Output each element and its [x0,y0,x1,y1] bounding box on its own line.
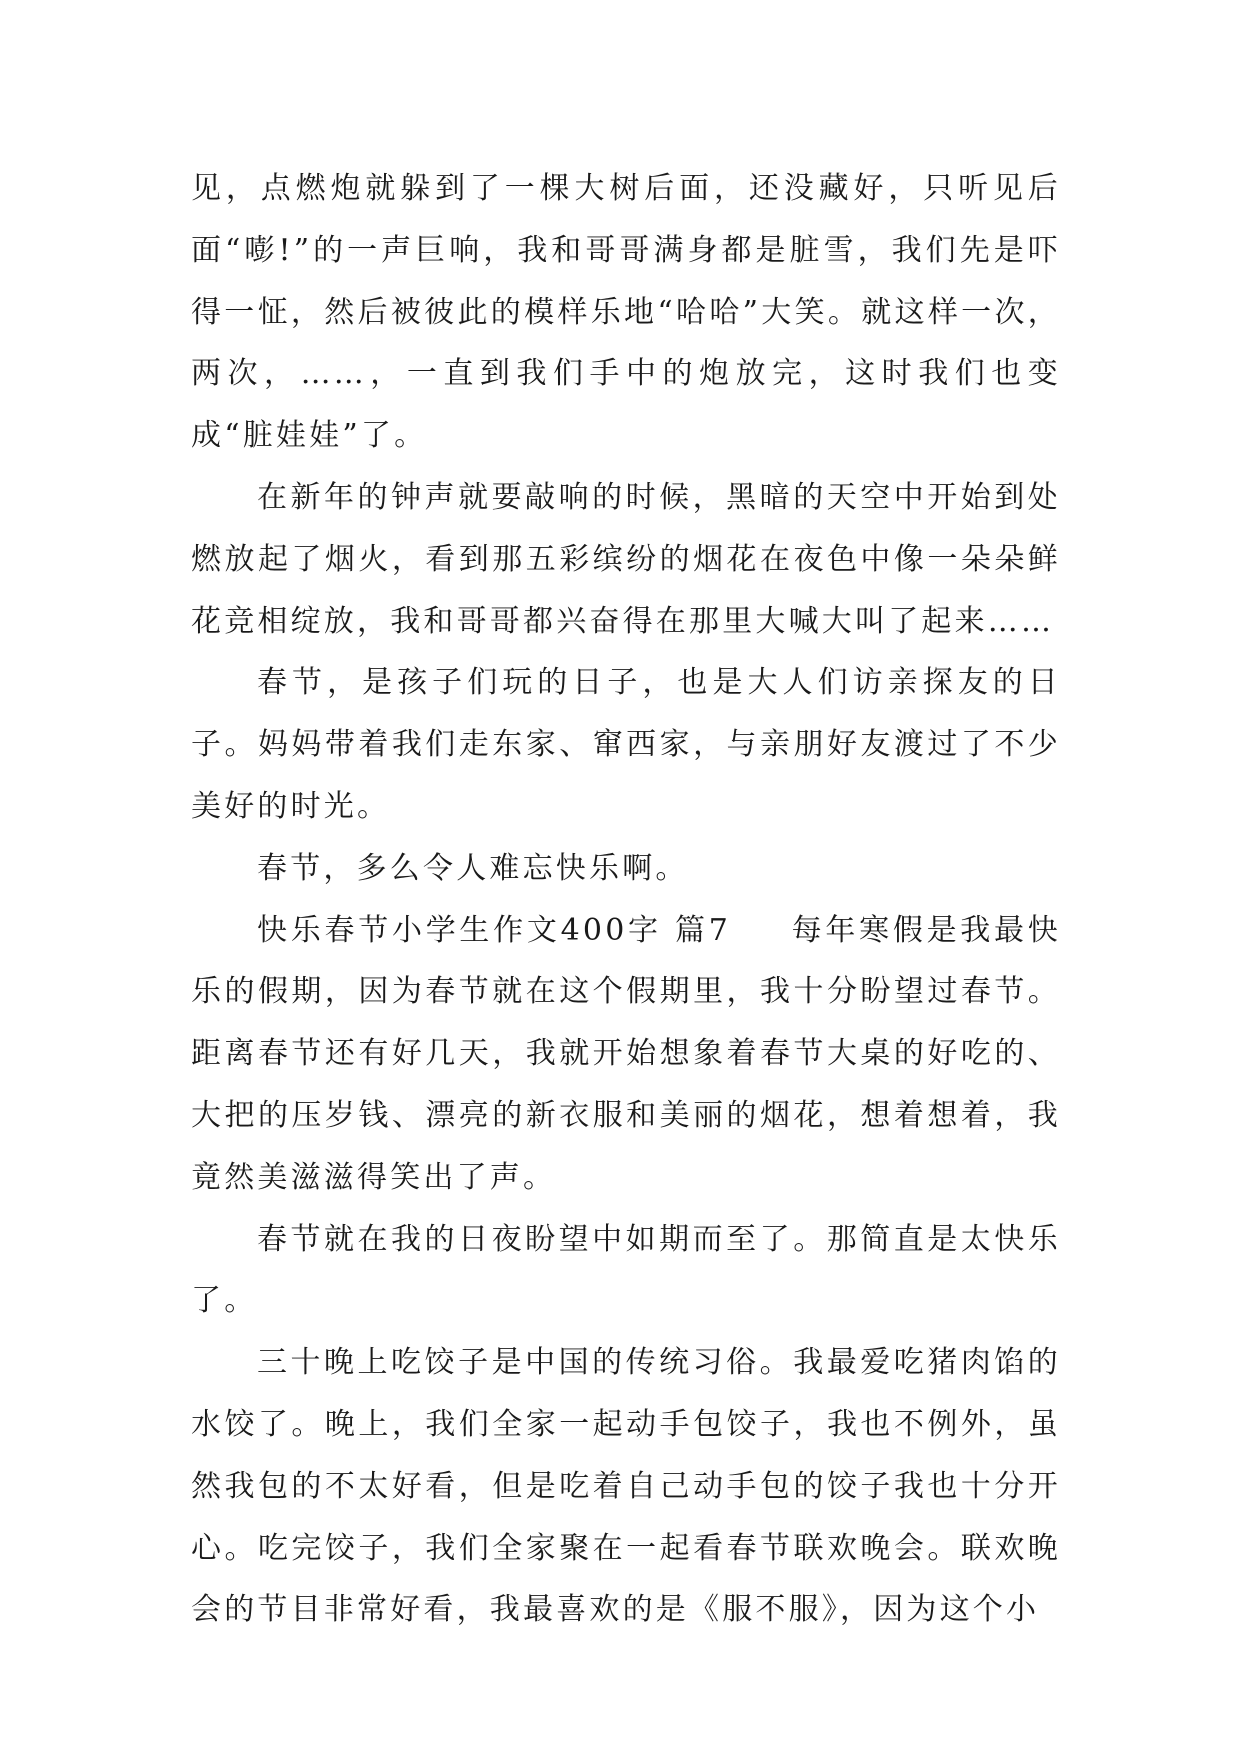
paragraph-5-text: 每年寒假是我最快乐的假期，因为春节就在这个假期里，我十分盼望过春节。距离春节还有好几天，我就开始想象着春节大桌的好吃的、大把的压岁钱、漂亮的新衣服和美丽的烟花，想着想着，我竟然美滋滋得笑出了声。 [191,912,1061,1195]
paragraph-5 [191,900,1061,1209]
paragraph-1: 见，点燃炮就躲到了一棵大树后面，还没藏好，只听见后面“嘭!”的一声巨响，我和哥哥满身都是脏雪，我们先是吓得一怔，然后被彼此的模样乐地“哈哈”大笑。就这样一次，两次，……，一直到我们手中的炮放完，这时我们也变成“脏娃娃”了。 [191,171,1061,454]
paragraph-4: 春节，多么令人难忘快乐啊。 [257,850,689,886]
paragraph-6: 春节就在我的日夜盼望中如期而至了。那简直是太快乐了。 [191,1221,1061,1319]
paragraph-3: 春节，是孩子们玩的日子，也是大人们访亲探友的日子。妈妈带着我们走东家、窜西家，与亲朋好友渡过了不少美好的时光。 [191,665,1061,824]
paragraph-2: 在新年的钟声就要敲响的时候，黑暗的天空中开始到处燃放起了烟火，看到那五彩缤纷的烟花在夜色中像一朵朵鲜花竞相绽放，我和哥哥都兴奋得在那里大喊大叫了起来…… [191,479,1061,639]
paragraph-7: 三十晚上吃饺子是中国的传统习俗。我最爱吃猪肉馅的水饺了。晚上，我们全家一起动手包饺子，我也不例外，虽然我包的不太好看，但是吃着自己动手包的饺子我也十分开心。吃完饺子，我们全家聚在一起看春节联欢晚会。联欢晚会的节目非常好看，我最喜欢的是《服不服》，因为这个小 [191,1345,1061,1628]
essay-body [191,158,1061,1641]
essay-section-heading: 快乐春节小学生作文400字 篇7 [257,912,732,948]
